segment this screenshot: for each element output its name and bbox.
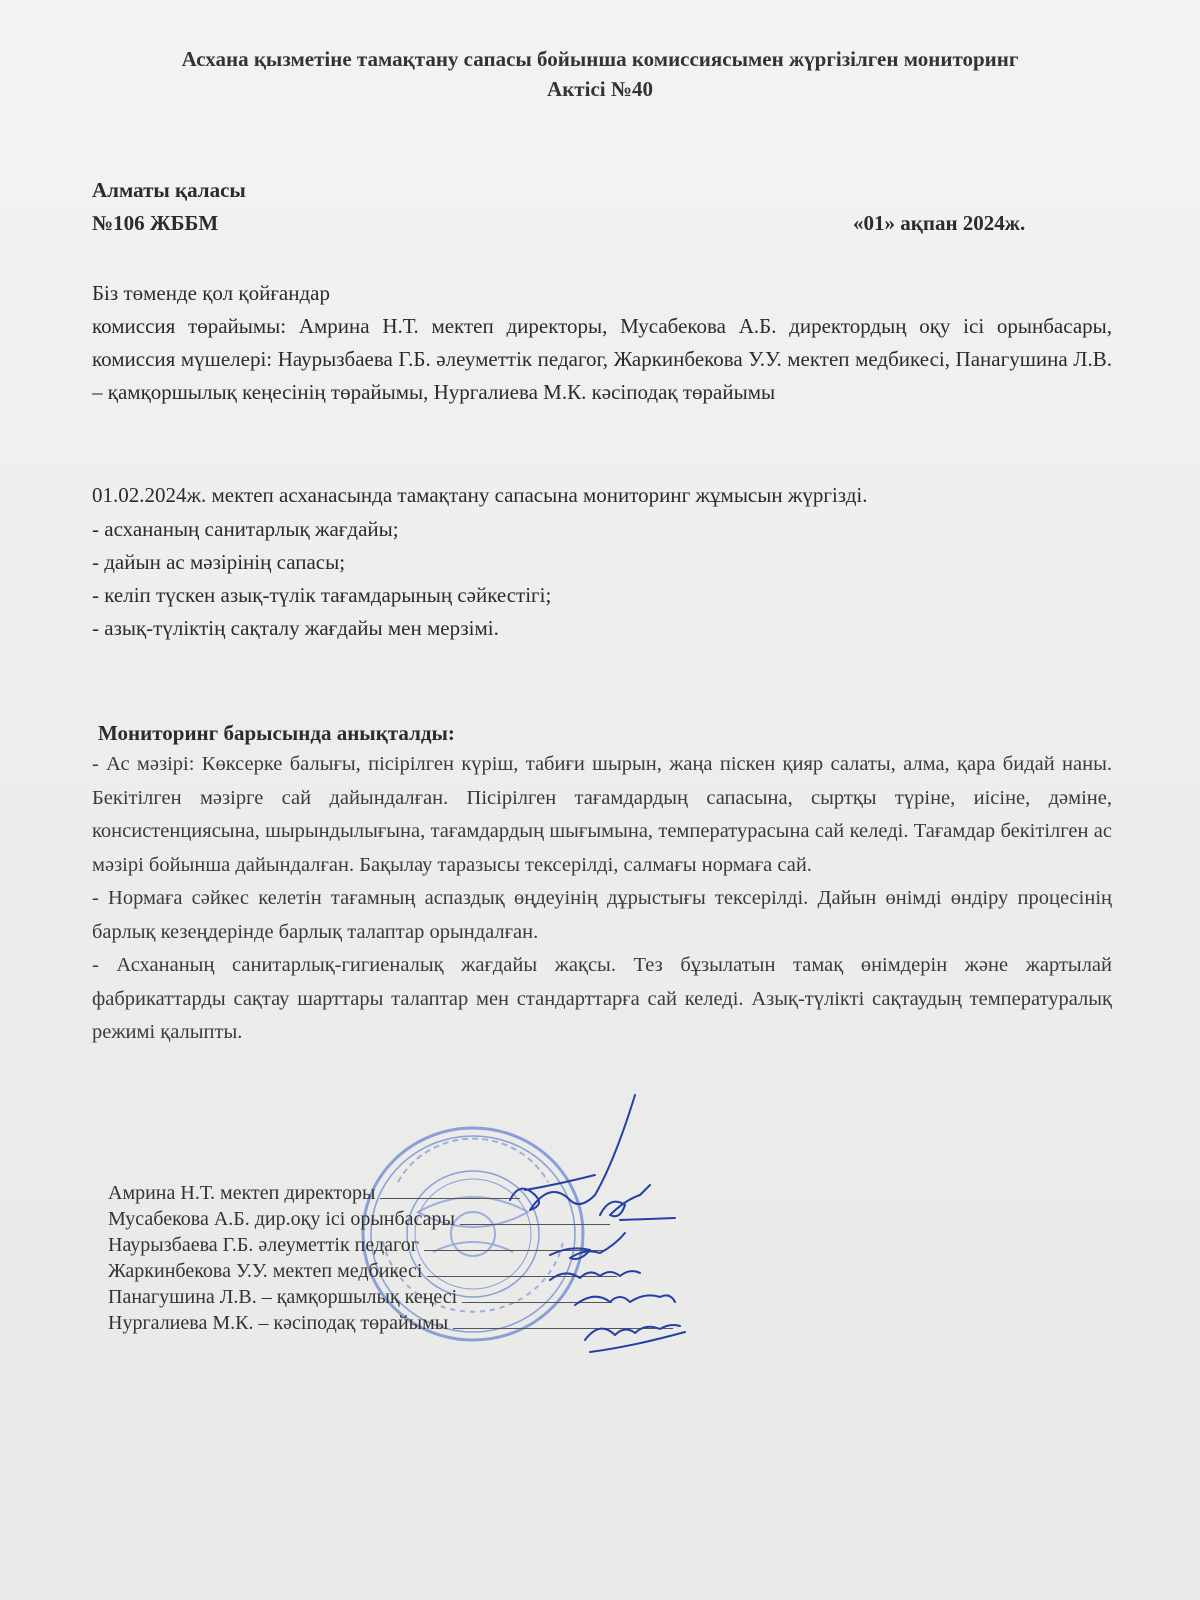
- findings-block: [92, 748, 1112, 1050]
- findings-paragraph-3: - Асхананың санитарлық-гигиеналық жағдайы жақсы. Тез бұзылатын тамақ өнімдерін және жартылай фабрикаттарды сақтау шарттары талаптар мен стандарттарға сай келеді. Азық-түлікті сақтаудың температуралық режимі қалыпты.: [92, 954, 1112, 1043]
- commission-members: комиссия төрайымы: Амрина Н.Т. мектеп директоры, Мусабекова А.Б. директордың оқу ісі орынбасары, комиссия мүшелері: Наурызбаева Г.Б. әлеуметтік педагог, Жаркинбекова У.У. мектеп медбикесі, Панагушина Л.В. – қамқоршылық кеңесінің төрайымы, Нургалиева М.К. кәсіподақ төрайымы: [92, 314, 1112, 404]
- signatory-name: Нургалиева М.К. – кәсіподақ төрайымы: [108, 1312, 449, 1334]
- findings-paragraph-1: - Ас мәзірі: Көксерке балығы, пісірілген күріш, табиғи шырын, жаңа піскен қияр салаты, алма, қара бидай наны. Бекітілген мәзірге сай дайындалған. Пісірілген тағамдардың сапасына, сыртқы түріне, иісіне, дәміне, консистенциясына, шырындылығына, тағамдардың шығымына, температурасына сай келеді. Тағамдар бекітілген ас мәзірі бойынша дайындалған. Бақылау таразысы тексерілді, салмағы нормаға сай.: [92, 753, 1112, 876]
- signatory-name: Панагушина Л.В. – қамқоршылық кеңесі: [108, 1286, 458, 1308]
- handwritten-signatures: [470, 1090, 700, 1380]
- signatory-name: Наурызбаева Г.Б. әлеуметтік педагог: [108, 1234, 419, 1256]
- monitoring-lead: 01.02.2024ж. мектеп асханасында тамақтану сапасына мониторинг жұмысын жүргізді.: [92, 483, 868, 507]
- findings-paragraph-2: - Нормаға сәйкес келетін тағамның аспаздық өңдеуінің дұрыстығы тексерілді. Дайын өнімді өндіру процесінің барлық кезеңдерінде барлық талаптар орындалған.: [92, 887, 1112, 943]
- monitoring-item: - келіп түскен азық-түлік тағамдарының сәйкестігі;: [92, 583, 552, 607]
- monitoring-item: - дайын ас мәзірінің сапасы;: [92, 550, 346, 574]
- document-title: [80, 44, 1120, 104]
- signatory-name: Жаркинбекова У.У. мектеп медбикесі: [108, 1260, 423, 1282]
- findings-heading: Мониторинг барысында анықталды:: [98, 721, 455, 745]
- signatory-name: Амрина Н.Т. мектеп директоры: [108, 1182, 376, 1204]
- signatory-name: Мусабекова А.Б. дир.оқу ісі орынбасары: [108, 1208, 455, 1230]
- document-date: «01» ақпан 2024ж.: [853, 211, 1026, 235]
- monitoring-item: - азық-түліктің сақталу жағдайы мен мерзімі.: [92, 616, 499, 640]
- school-label: №106 ЖББМ: [92, 211, 219, 235]
- intro-line: Біз төменде қол қойғандар: [92, 281, 330, 305]
- title-line-1: Асхана қызметіне тамақтану сапасы бойынша комиссиясымен жүргізілген мониторинг: [181, 47, 1019, 71]
- monitoring-items: [92, 513, 551, 645]
- title-line-2: Актісі №40: [547, 77, 653, 101]
- city-label: Алматы қаласы: [92, 178, 246, 202]
- monitoring-item: - асхананың санитарлық жағдайы;: [92, 517, 399, 541]
